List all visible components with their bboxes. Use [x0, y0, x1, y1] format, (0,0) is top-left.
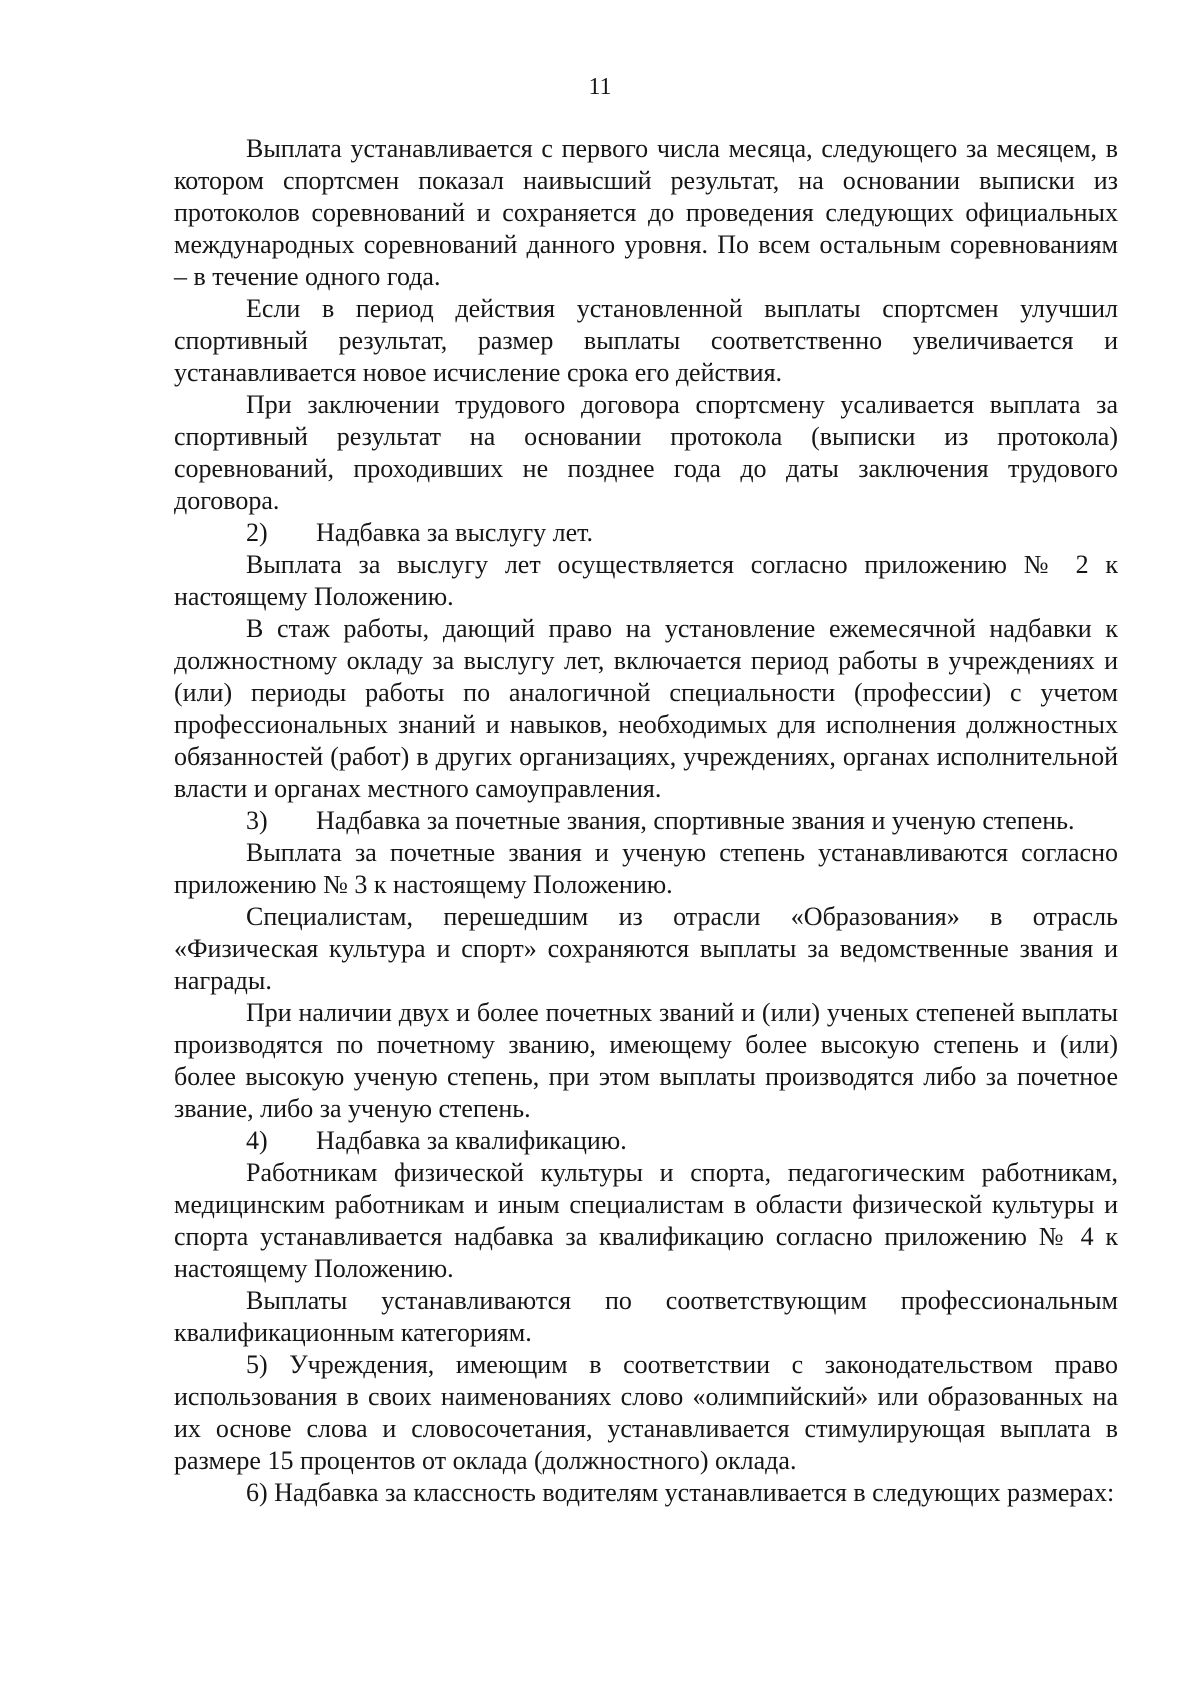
paragraph: Выплата за почетные звания и ученую степень устанавливаются согласно приложению № 3 к настоящему Положению. [174, 838, 1118, 899]
page-number: 11 [588, 74, 612, 100]
list-item-text: Надбавка за выслугу лет. [316, 518, 594, 547]
paragraph: Работникам физической культуры и спорта, педагогическим работникам, медицинским работникам и иным специалистам в области физической культуры и спорта устанавливается надбавка за квалификацию согласно приложению № 4 к настоящему Положению. [174, 1158, 1118, 1283]
list-item-number: 3) [246, 806, 268, 835]
list-item-text: Надбавка за почетные звания, спортивные звания и ученую степень. [316, 806, 1075, 835]
paragraph: Выплата устанавливается с первого числа месяца, следующего за месяцем, в котором спортсмен показал наивысший результат, на основании выписки из протоколов соревнований и сохраняется до проведения следующих официальных международных соревнований данного уровня. По всем остальным соревнованиям – в течение одного года. [174, 134, 1118, 291]
list-item-number: 2) [246, 518, 268, 547]
list-item-number: 4) [246, 1126, 268, 1155]
list-item-text: Надбавка за квалификацию. [316, 1126, 627, 1155]
paragraph: Выплата за выслугу лет осуществляется согласно приложению № 2 к настоящему Положению. [174, 550, 1118, 611]
list-item-heading [174, 805, 1118, 837]
paragraph: Выплаты устанавливаются по соответствующим профессиональным квалификационным категориям. [174, 1286, 1118, 1347]
paragraph: 6) Надбавка за классность водителям устанавливается в следующих размерах: [246, 1478, 1115, 1507]
list-item-heading [174, 1125, 1118, 1157]
paragraph: При наличии двух и более почетных званий и (или) ученых степеней выплаты производятся по почетному званию, имеющему более высокую степень и (или) более высокую ученую степень, при этом выплаты производятся либо за почетное звание, либо за ученую степень. [174, 998, 1118, 1123]
paragraph: 5) Учреждения, имеющим в соответствии с законодательством право использования в своих наименованиях слово «олимпийский» или образованных на их основе слова и словосочетания, устанавливается стимулирующая выплата в размере 15 процентов от оклада (должностного) оклада. [174, 1350, 1118, 1475]
paragraph: Специалистам, перешедшим из отрасли «Образования» в отрасль «Физическая культура и спорт» сохраняются выплаты за ведомственные звания и награды. [174, 902, 1118, 995]
paragraph: Если в период действия установленной выплаты спортсмен улучшил спортивный результат, размер выплаты соответственно увеличивается и устанавливается новое исчисление срока его действия. [174, 294, 1118, 387]
document-body [174, 133, 1118, 1509]
list-item-heading [174, 517, 1118, 549]
paragraph: При заключении трудового договора спортсмену усаливается выплата за спортивный результат на основании протокола (выписки из протокола) соревнований, проходивших не позднее года до даты заключения трудового договора. [174, 390, 1118, 515]
paragraph: В стаж работы, дающий право на установление ежемесячной надбавки к должностному окладу за выслугу лет, включается период работы в учреждениях и (или) периоды работы по аналогичной специальности (профессии) с учетом профессиональных знаний и навыков, необходимых для исполнения должностных обязанностей (работ) в других организациях, учреждениях, органах исполнительной власти и органах местного самоуправления. [174, 614, 1118, 803]
